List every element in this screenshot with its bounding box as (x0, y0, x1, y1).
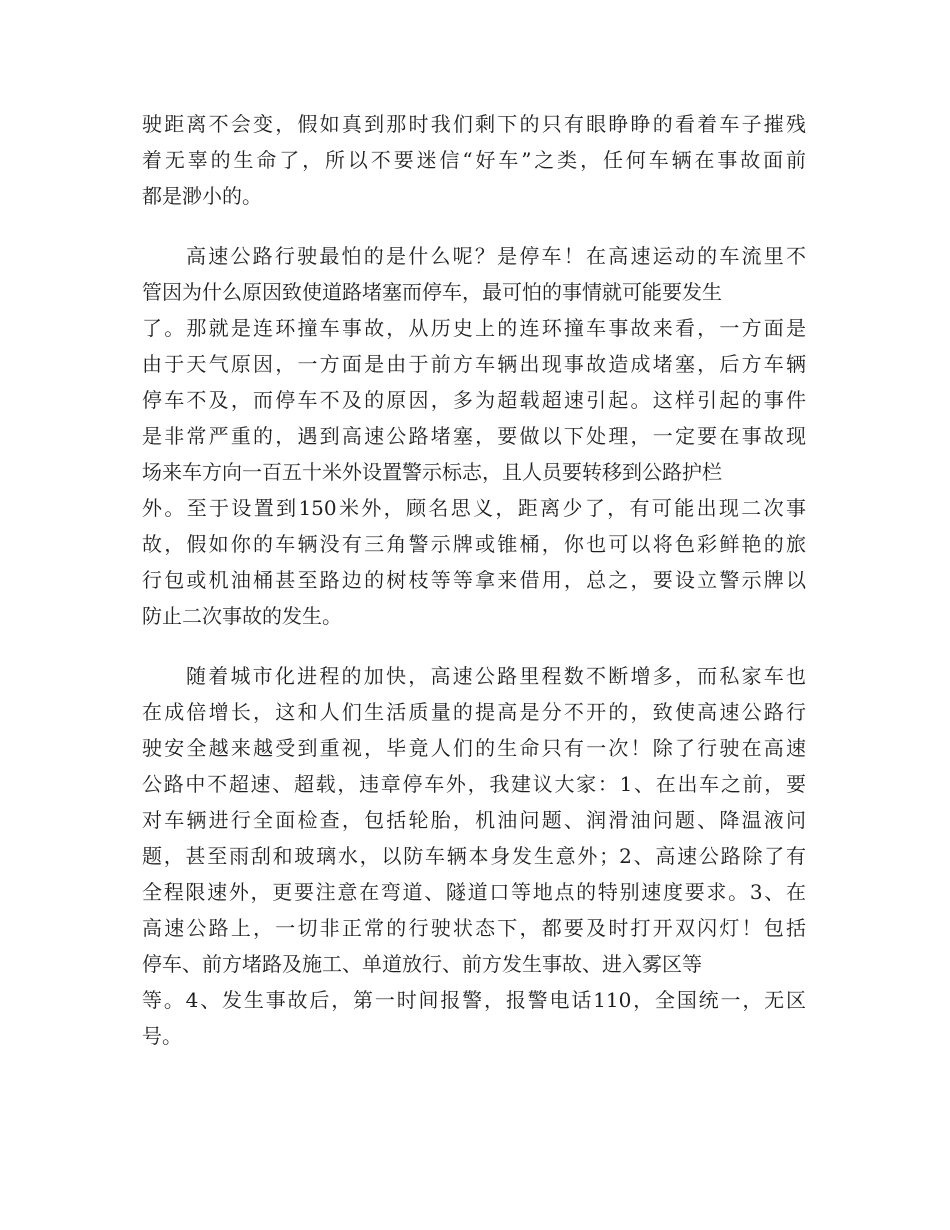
text-line: 高速公路上，一切非正常的行驶状态下，都要及时打开双闪灯！包括 (142, 916, 806, 940)
text-line: 外。至于设置到150米外，顾名思义，距离少了，有可能出现二次事 (142, 496, 806, 520)
text-line: 着无辜的生命了，所以不要迷信“好车”之类，任何车辆在事故面前 (142, 148, 806, 172)
paragraph-spacer (142, 214, 806, 238)
text-line: 防止二次事故的发生。 (142, 604, 342, 628)
text-line: 是非常严重的，遇到高速公路堵塞，要做以下处理，一定要在事故现 (142, 424, 806, 448)
text-line: 全程限速外，更要注意在弯道、隧道口等地点的特别速度要求。3、在 (142, 880, 806, 904)
text-line: 题，甚至雨刮和玻璃水，以防车辆本身发生意外；2、高速公路除了有 (142, 844, 806, 868)
text-line: 了。那就是连环撞车事故，从历史上的连环撞车事故来看，一方面是 (142, 316, 806, 340)
text-line: 公路中不超速、超载，违章停车外，我建议大家：1、在出车之前，要 (142, 772, 806, 796)
text-line: 由于天气原因，一方面是由于前方车辆出现事故造成堵塞，后方车辆 (142, 352, 806, 376)
paragraph-1 (142, 106, 806, 214)
text-line: 场来车方向一百五十米外设置警示标志，且人员要转移到公路护栏 (142, 460, 722, 484)
text-line: 故，假如你的车辆没有三角警示牌或锥桶，你也可以将色彩鲜艳的旅 (142, 532, 806, 556)
text-line: 都是渺小的。 (142, 184, 262, 208)
text-line: 驶距离不会变，假如真到那时我们剩下的只有眼睁睁的看着车子摧残 (142, 112, 806, 136)
text-line: 对车辆进行全面检查，包括轮胎，机油问题、润滑油问题、降温液问 (142, 808, 806, 832)
text-line: 等。4、发生事故后，第一时间报警，报警电话110，全国统一，无区 (142, 988, 806, 1012)
text-line: 停车、前方堵路及施工、单道放行、前方发生事故、进入雾区等 (142, 952, 702, 976)
text-line: 行包或机油桶甚至路边的树枝等等拿来借用，总之，要设立警示牌以 (142, 568, 806, 592)
text-line: 号。 (142, 1024, 182, 1048)
text-line: 随着城市化进程的加快，高速公路里程数不断增多，而私家车也 (186, 664, 806, 688)
text-line: 在成倍增长，这和人们生活质量的提高是分不开的，致使高速公路行 (142, 700, 806, 724)
text-line: 管因为什么原因致使道路堵塞而停车，最可怕的事情就可能要发生 (142, 280, 722, 304)
paragraph-spacer (142, 634, 806, 658)
text-line: 高速公路行驶最怕的是什么呢？是停车！在高速运动的车流里不 (186, 244, 806, 268)
paragraph-3 (142, 658, 806, 1054)
text-line: 驶安全越来越受到重视，毕竟人们的生命只有一次！除了行驶在高速 (142, 736, 806, 760)
paragraph-2 (142, 238, 806, 634)
text-line: 停车不及，而停车不及的原因，多为超载超速引起。这样引起的事件 (142, 388, 806, 412)
document-body (142, 106, 806, 1054)
